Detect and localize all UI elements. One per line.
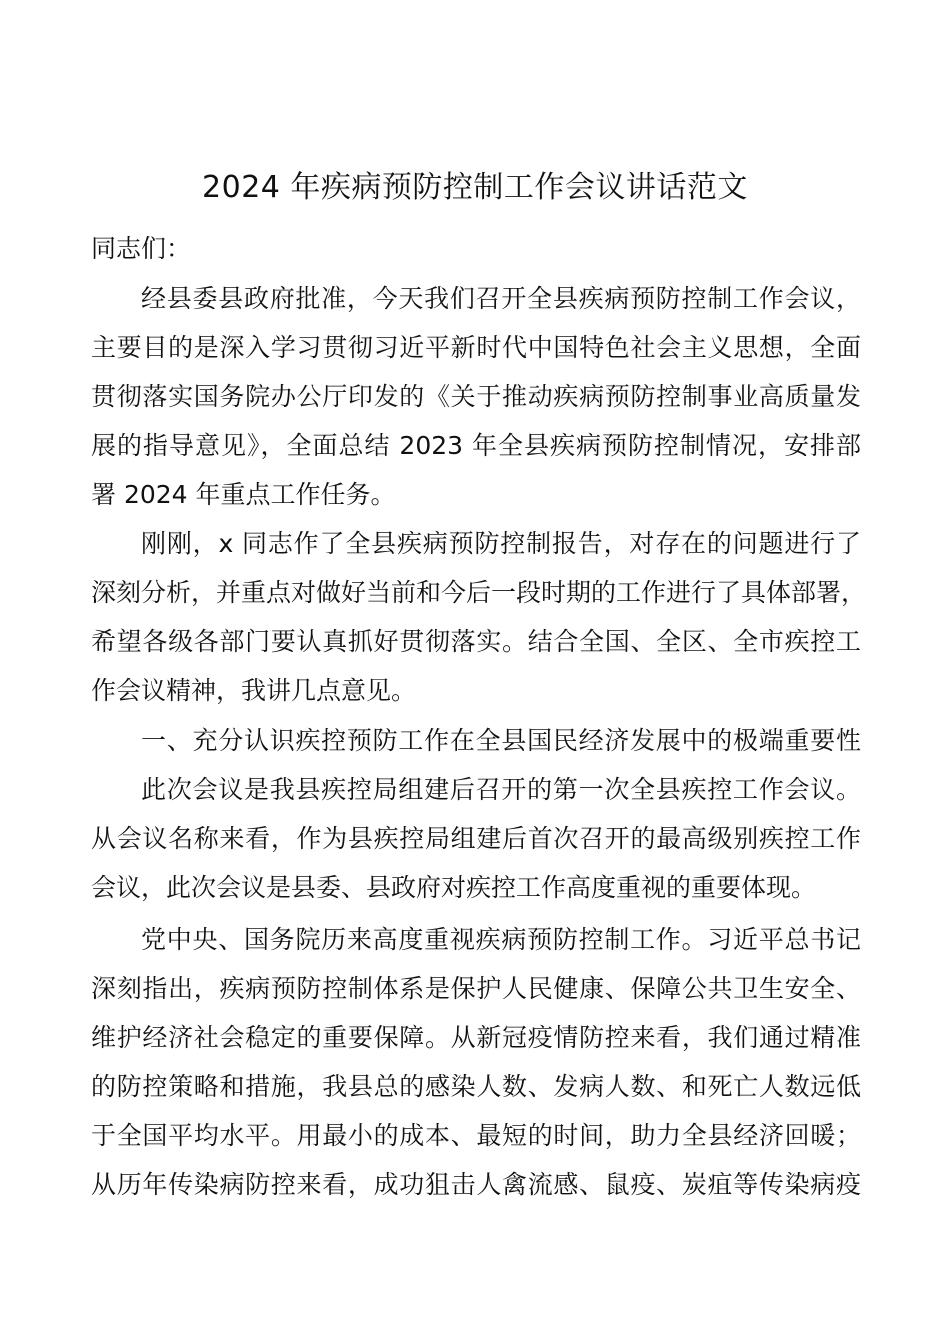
document-title: 2024 年疾病预防控制工作会议讲话范文 [202, 170, 748, 205]
paragraph-line: 希望各级各部门要认真抓好贯彻落实。结合全国、全区、全市疾控工 [91, 627, 861, 656]
paragraph-line: 从会议名称来看，作为县疾控局组建后首次召开的最高级别疾控工作 [91, 824, 861, 853]
salutation: 同志们： [91, 234, 192, 263]
paragraph-line: 党中央、国务院历来高度重视疾病预防控制工作。习近平总书记 [141, 925, 861, 954]
section-heading: 一、充分认识疾控预防工作在全县国民经济发展中的极端重要性 [141, 726, 861, 755]
paragraph-line: 作会议精神，我讲几点意见。 [91, 676, 417, 705]
paragraph-line: 贯彻落实国务院办公厅印发的《关于推动疾病预防控制事业高质量发 [91, 382, 861, 411]
paragraph-line: 会议，此次会议是县委、县政府对疾控工作高度重视的重要体现。 [91, 873, 817, 902]
paragraph-line: 署 2024 年重点工作任务。 [91, 480, 396, 509]
paragraph-line: 主要目的是深入学习贯彻习近平新时代中国特色社会主义思想，全面 [91, 333, 861, 362]
paragraph-line: 维护经济社会稳定的重要保障。从新冠疫情防控来看，我们通过精准 [91, 1023, 861, 1052]
paragraph-line: 经县委县政府批准，今天我们召开全县疾病预防控制工作会议， [141, 284, 861, 313]
paragraph-line: 深刻指出，疾病预防控制体系是保护人民健康、保障公共卫生安全、 [91, 974, 861, 1003]
paragraph-line: 展的指导意见》，全面总结 2023 年全县疾病预防控制情况，安排部 [91, 431, 861, 460]
paragraph-line: 深刻分析，并重点对做好当前和今后一段时期的工作进行了具体部署， [91, 578, 867, 607]
paragraph-line: 的防控策略和措施，我县总的感染人数、发病人数、和死亡人数远低 [91, 1072, 861, 1101]
paragraph-line: 此次会议是我县疾控局组建后召开的第一次全县疾控工作会议。 [141, 775, 861, 804]
paragraph-line: 刚刚，x 同志作了全县疾病预防控制报告，对存在的问题进行了 [141, 529, 861, 558]
paragraph-line: 于全国平均水平。用最小的成本、最短的时间，助力全县经济回暖； [91, 1121, 861, 1150]
paragraph-line: 从历年传染病防控来看，成功狙击人禽流感、鼠疫、炭疽等传染病疫 [91, 1170, 861, 1199]
